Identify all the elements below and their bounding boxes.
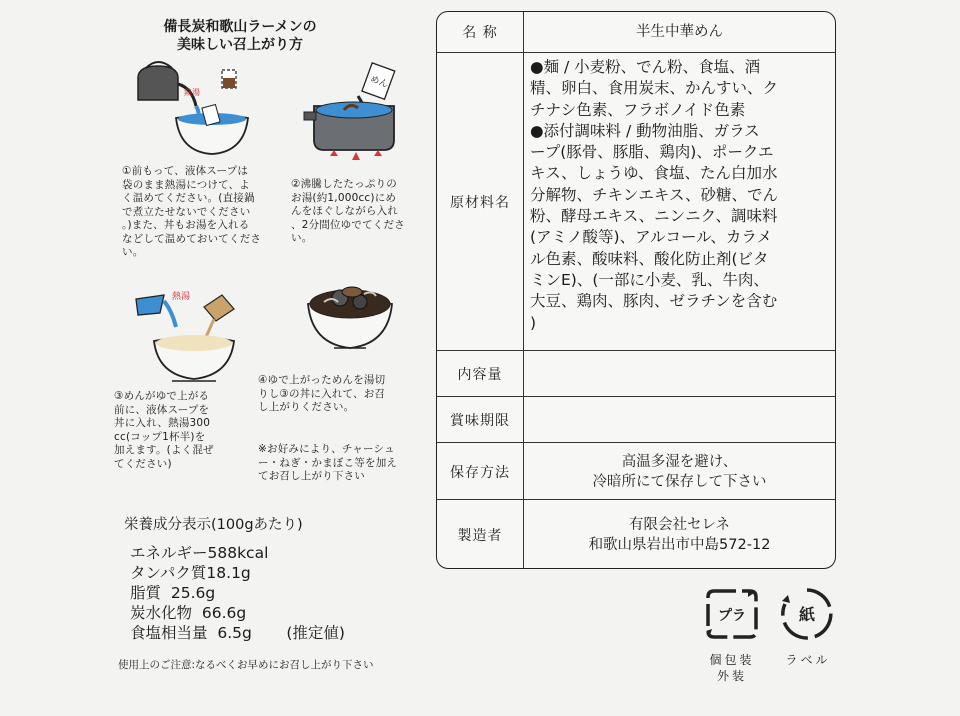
- ingredients-line: チナシ色素、フラボノイド色素: [530, 100, 746, 119]
- step3-line: てください): [114, 457, 172, 470]
- step1-text: [122, 165, 292, 260]
- step2-line: お湯(約1,000cc)にめ: [291, 191, 397, 204]
- nutrition-row-salt: 食塩相当量 6.5g (推定値): [130, 624, 345, 642]
- step2-text: [291, 178, 431, 246]
- storage-label: 保存方法: [450, 464, 510, 481]
- step4-text: [258, 374, 428, 415]
- paper-mark-text: 紙: [798, 605, 816, 624]
- maker-value-cell: [523, 500, 835, 569]
- step3-line: 丼に入れ、熱湯300: [114, 417, 211, 429]
- step3-line: ③めんがゆで上がる: [114, 390, 210, 402]
- plastic-recycle-icon: [704, 585, 760, 643]
- step1-line: く温めてください。(直接鍋: [122, 192, 255, 204]
- ingredients-line: ): [530, 313, 537, 332]
- ingredients-line: ●添付調味料 / 動物油脂、ガラス: [530, 121, 760, 140]
- serving-note-line: ※お好みにより、チャーシュ: [258, 443, 395, 455]
- recipe-title-line1: 備長炭和歌山ラーメンの: [163, 19, 317, 35]
- step4-line: ④ゆで上がっためんを湯切: [258, 374, 386, 386]
- table-row-ingredients: [437, 52, 835, 351]
- nutrition-title: 栄養成分表示(100gあたり): [124, 517, 303, 533]
- plastic-label-line: 個包装: [709, 653, 755, 667]
- content-value-cell: [523, 351, 835, 397]
- serving-note-line: てお召し上がり下さい: [258, 470, 365, 482]
- table-row-storage: [437, 442, 835, 500]
- ingredients-line: (アミノ酸等)、アルコール、カラメ: [530, 228, 772, 247]
- ingredients-line: ●麺 / 小麦粉、でん粉、食塩、酒: [530, 58, 761, 76]
- step1-line: ①前もって、液体スープは: [122, 165, 249, 177]
- step3-illustration: [132, 285, 252, 385]
- ingredients-cell: [523, 53, 835, 351]
- ingredients-line: ープ(豚骨、豚脂、鶏肉)、ポークエ: [530, 143, 774, 162]
- name-value: 半生中華めん: [636, 24, 723, 40]
- storage-line: 冷暗所にて保存して下さい: [592, 473, 767, 490]
- ingredients-line: ル色素、酸味料、酸化防止剤(ビタ: [530, 249, 769, 268]
- expiry-label: 賞味期限: [450, 413, 510, 429]
- ingredients-line: 大豆、鶏肉、豚肉、ゼラチンを含む: [530, 292, 778, 311]
- ingredients-line: 精、卵白、食用炭末、かんすい、ク: [530, 79, 779, 98]
- step2-line: い。: [291, 232, 313, 244]
- step4-illustration: [300, 272, 400, 362]
- step2-line: 、2分間位ゆでてくださ: [291, 218, 405, 231]
- table-row-expiry: [437, 396, 835, 443]
- plastic-label-line: 外装: [716, 669, 747, 683]
- name-value-cell: [523, 12, 835, 52]
- step2-tag: めん: [368, 74, 390, 91]
- step3-line: 加えます。(よく混ぜ: [114, 444, 214, 456]
- paper-recycle-label: ラベル: [785, 653, 831, 667]
- step3-text: [114, 390, 254, 471]
- nutrition-row-fat: 脂質 25.6g: [130, 584, 216, 602]
- maker-line: 有限会社セレネ: [628, 516, 731, 533]
- step3-line: 前に、液体スープを: [114, 403, 210, 416]
- table-row-maker: [437, 499, 835, 569]
- ingredients-line: 粉、酵母エキス、ニンニク、調味料: [530, 207, 778, 226]
- step2-illustration: [300, 62, 410, 172]
- step1-line: などして温めておいてくださ: [122, 232, 262, 245]
- step1-illustration: [130, 60, 260, 160]
- step2-line: ②沸騰したたっぷりの: [291, 178, 397, 190]
- ingredients-line: 分解物、チキンエキス、砂糖、でん: [530, 185, 779, 204]
- ingredients-line: キス、しょうゆ、食塩、たん白加水: [530, 164, 778, 183]
- recipe-title-line2: 美味しい召上がり方: [177, 37, 303, 53]
- ingredients-line: ミンE)、(一部に小麦、乳、牛肉、: [530, 270, 769, 289]
- serving-note: [258, 443, 428, 484]
- table-row-content: [437, 350, 835, 397]
- serving-note-line: ー・ねぎ・かまぼこ等を加え: [258, 456, 398, 469]
- maker-line: 和歌山県岩出市中島572-12: [588, 536, 771, 553]
- step4-line: りし③の丼に入れて、お召: [258, 387, 386, 400]
- usage-caution: 使用上のご注意:なるべくお早めにお召し上がり下さい: [118, 659, 374, 671]
- nutrition-row-protein: タンパク質18.1g: [130, 564, 251, 582]
- step3-line: cc(コップ1杯半)を: [114, 430, 206, 443]
- step2-line: んをほぐしながら入れ: [291, 205, 398, 217]
- storage-value-cell: [523, 443, 835, 500]
- plastic-mark-text: プラ: [718, 608, 746, 624]
- product-info-table: [436, 11, 836, 569]
- recipe-title: [110, 18, 370, 54]
- nutrition-row-energy: エネルギー588kcal: [130, 544, 269, 562]
- plastic-recycle-label: [700, 652, 764, 684]
- step4-line: し上がりください。: [258, 401, 355, 413]
- step1-line: い。: [122, 246, 144, 258]
- expiry-value-cell: [523, 397, 835, 443]
- maker-label: 製造者: [457, 527, 503, 544]
- name-label: 名 称: [462, 25, 498, 41]
- table-row-name: [437, 12, 835, 52]
- ingredients-label: 原材料名: [450, 195, 510, 211]
- storage-line: 高温多湿を避け、: [621, 453, 738, 470]
- step1-line: 。)また、丼もお湯を入れる: [122, 219, 250, 231]
- ingredients-text: [530, 57, 831, 334]
- nutrition-row-carbohydrate: 炭水化物 66.6g: [130, 604, 247, 622]
- content-label: 内容量: [457, 367, 503, 383]
- step3-tag: 熱湯: [172, 292, 191, 302]
- step1-tag: 熱湯: [184, 88, 200, 97]
- paper-recycle-icon: [778, 585, 836, 643]
- step1-line: 袋のまま熱湯につけて、よ: [122, 178, 250, 191]
- step1-line: で煮立たせないでください: [122, 205, 251, 218]
